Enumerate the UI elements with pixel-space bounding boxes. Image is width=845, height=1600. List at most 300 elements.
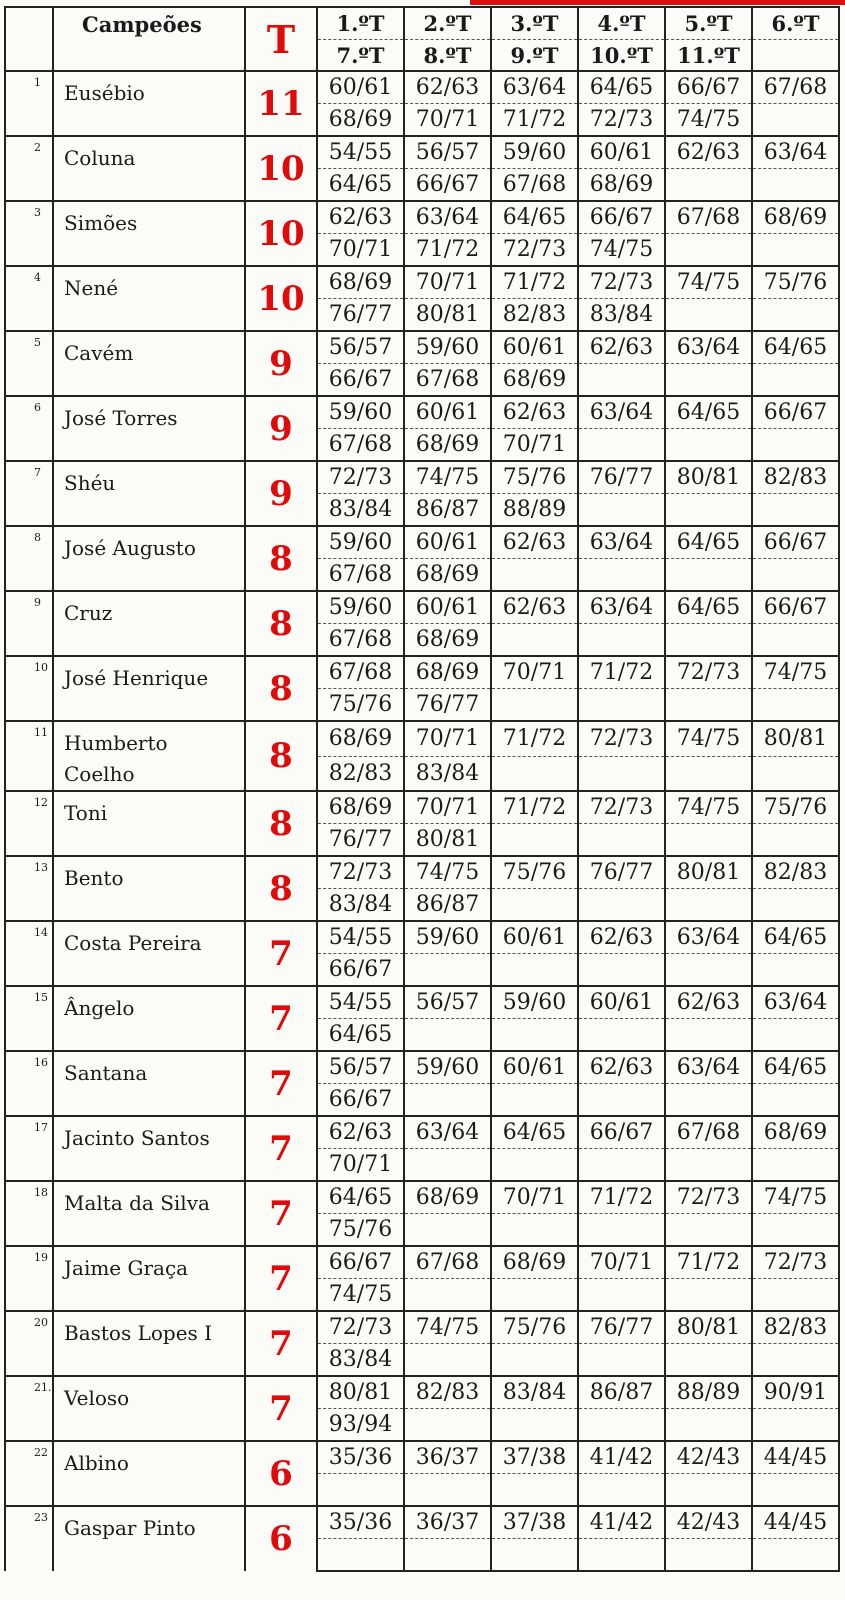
- season-cell: [491, 624, 578, 657]
- season-cell: 72/73: [665, 1181, 752, 1214]
- season-cell: 63/64: [752, 986, 839, 1019]
- red-title-remnant: [470, 0, 845, 5]
- champions-table: [4, 6, 840, 1572]
- season-cell: 59/60: [404, 331, 491, 364]
- season-cell: 70/71: [404, 721, 491, 756]
- season-cell: 63/64: [404, 201, 491, 234]
- title-count: 8: [245, 591, 317, 656]
- title-count: 7: [245, 921, 317, 986]
- season-cell: 76/77: [578, 1311, 665, 1344]
- season-cell: [578, 1149, 665, 1182]
- season-cell: 56/57: [317, 331, 404, 364]
- season-cell: 76/77: [317, 824, 404, 857]
- season-cell: 62/63: [404, 71, 491, 104]
- season-cell: [665, 1474, 752, 1507]
- season-cell: 63/64: [752, 136, 839, 169]
- season-cell: 66/67: [578, 201, 665, 234]
- season-cell: 80/81: [665, 1311, 752, 1344]
- season-cell: [578, 1019, 665, 1052]
- season-cell: [752, 299, 839, 332]
- season-cell: 70/71: [491, 656, 578, 689]
- season-cell: 67/68: [665, 1116, 752, 1149]
- season-cell: [404, 1019, 491, 1052]
- title-count: 7: [245, 1051, 317, 1116]
- season-cell: [491, 1084, 578, 1117]
- season-cell: [578, 824, 665, 857]
- player-name: Bastos Lopes I: [53, 1311, 245, 1376]
- season-cell: 64/65: [752, 331, 839, 364]
- season-cell: [578, 689, 665, 722]
- season-cell: 64/65: [752, 1051, 839, 1084]
- header-number-cell: [5, 7, 53, 71]
- season-cell: 82/83: [752, 1311, 839, 1344]
- season-cell: 60/61: [578, 136, 665, 169]
- title-count: 9: [245, 396, 317, 461]
- season-cell: 72/73: [752, 1246, 839, 1279]
- season-cell: 75/76: [491, 1311, 578, 1344]
- player-name: José Henrique: [53, 656, 245, 721]
- season-cell: 68/69: [404, 429, 491, 462]
- season-cell: 66/67: [317, 1084, 404, 1117]
- season-cell: [491, 1344, 578, 1377]
- title-count: 7: [245, 1116, 317, 1181]
- season-cell: [317, 1474, 404, 1507]
- season-cell: 82/83: [752, 461, 839, 494]
- player-name: José Augusto: [53, 526, 245, 591]
- season-cell: 80/81: [317, 1376, 404, 1409]
- rank-number: 2: [5, 136, 53, 201]
- season-cell: 62/63: [491, 526, 578, 559]
- player-name: Gaspar Pinto: [53, 1506, 245, 1571]
- season-cell: 59/60: [317, 591, 404, 624]
- season-cell: [752, 1279, 839, 1312]
- table-body: [5, 71, 839, 1571]
- season-cell: 56/57: [404, 136, 491, 169]
- season-cell: 60/61: [404, 526, 491, 559]
- season-cell: 71/72: [404, 234, 491, 267]
- season-cell: 64/65: [665, 591, 752, 624]
- season-cell: 66/67: [665, 71, 752, 104]
- player-name: Malta da Silva: [53, 1181, 245, 1246]
- table-row: [5, 1051, 839, 1084]
- season-cell: 37/38: [491, 1506, 578, 1539]
- title-count: 8: [245, 791, 317, 856]
- season-cell: 62/63: [317, 1116, 404, 1149]
- season-cell: 67/68: [404, 364, 491, 397]
- rank-number: 23: [5, 1506, 53, 1571]
- season-cell: 71/72: [491, 266, 578, 299]
- season-cell: 70/71: [404, 791, 491, 824]
- season-cell: 60/61: [317, 71, 404, 104]
- header-row-1: [5, 7, 839, 40]
- season-cell: 72/73: [578, 721, 665, 756]
- season-cell: 82/83: [752, 856, 839, 889]
- season-cell: 63/64: [578, 396, 665, 429]
- season-cell: 70/71: [317, 234, 404, 267]
- season-cell: 71/72: [665, 1246, 752, 1279]
- title-count: 9: [245, 461, 317, 526]
- season-cell: 60/61: [491, 1051, 578, 1084]
- season-cell: 67/68: [404, 1246, 491, 1279]
- season-cell: [665, 689, 752, 722]
- season-cell: [665, 1279, 752, 1312]
- season-cell: 63/64: [665, 1051, 752, 1084]
- table-row: [5, 266, 839, 299]
- title-count: 8: [245, 856, 317, 921]
- season-cell: 64/65: [491, 1116, 578, 1149]
- table-row: [5, 856, 839, 889]
- season-cell: 74/75: [752, 656, 839, 689]
- season-cell: [491, 1019, 578, 1052]
- season-cell: 75/76: [317, 1214, 404, 1247]
- title-count: 7: [245, 1376, 317, 1441]
- season-cell: 68/69: [491, 1246, 578, 1279]
- header-season: 5.ºT: [665, 7, 752, 40]
- table-row: [5, 721, 839, 756]
- player-name: Nené: [53, 266, 245, 331]
- season-cell: 74/75: [665, 104, 752, 137]
- season-cell: 80/81: [752, 721, 839, 756]
- season-cell: 76/77: [404, 689, 491, 722]
- season-cell: 59/60: [317, 526, 404, 559]
- season-cell: 63/64: [491, 71, 578, 104]
- season-cell: 68/69: [317, 721, 404, 756]
- season-cell: [578, 1084, 665, 1117]
- table-row: [5, 461, 839, 494]
- season-cell: [491, 954, 578, 987]
- rank-number: 19: [5, 1246, 53, 1311]
- season-cell: [491, 689, 578, 722]
- season-cell: 66/67: [317, 954, 404, 987]
- season-cell: [578, 559, 665, 592]
- player-name: Cavém: [53, 331, 245, 396]
- season-cell: 41/42: [578, 1441, 665, 1474]
- season-cell: 60/61: [404, 591, 491, 624]
- season-cell: [752, 1474, 839, 1507]
- title-count: 8: [245, 526, 317, 591]
- season-cell: [491, 889, 578, 922]
- season-cell: 60/61: [578, 986, 665, 1019]
- season-cell: 59/60: [404, 1051, 491, 1084]
- player-name: Toni: [53, 791, 245, 856]
- season-cell: 88/89: [665, 1376, 752, 1409]
- season-cell: 74/75: [404, 461, 491, 494]
- season-cell: 86/87: [404, 889, 491, 922]
- season-cell: [665, 429, 752, 462]
- season-cell: [665, 1214, 752, 1247]
- season-cell: 93/94: [317, 1409, 404, 1442]
- season-cell: 66/67: [752, 396, 839, 429]
- season-cell: 60/61: [491, 331, 578, 364]
- rank-number: 14: [5, 921, 53, 986]
- season-cell: 64/65: [665, 526, 752, 559]
- season-cell: [752, 364, 839, 397]
- season-cell: 62/63: [491, 591, 578, 624]
- season-cell: [665, 954, 752, 987]
- season-cell: [491, 1539, 578, 1572]
- table-row: [5, 1311, 839, 1344]
- season-cell: 66/67: [752, 526, 839, 559]
- table-row: [5, 1246, 839, 1279]
- title-count: 7: [245, 1246, 317, 1311]
- season-cell: 54/55: [317, 136, 404, 169]
- season-cell: 72/73: [317, 1311, 404, 1344]
- header-season: 4.ºT: [578, 7, 665, 40]
- season-cell: [491, 1149, 578, 1182]
- season-cell: 59/60: [404, 921, 491, 954]
- season-cell: 63/64: [578, 591, 665, 624]
- season-cell: 68/69: [404, 559, 491, 592]
- player-name: Jaime Graça: [53, 1246, 245, 1311]
- season-cell: 90/91: [752, 1376, 839, 1409]
- season-cell: 67/68: [317, 429, 404, 462]
- season-cell: 75/76: [752, 266, 839, 299]
- season-cell: 67/68: [317, 656, 404, 689]
- table-row: [5, 921, 839, 954]
- season-cell: 60/61: [491, 921, 578, 954]
- season-cell: [491, 559, 578, 592]
- title-count: 7: [245, 986, 317, 1051]
- season-cell: [491, 1474, 578, 1507]
- season-cell: 67/68: [491, 169, 578, 202]
- season-cell: 66/67: [752, 591, 839, 624]
- header-season: 6.ºT: [752, 7, 839, 40]
- season-cell: 68/69: [317, 104, 404, 137]
- season-cell: [752, 689, 839, 722]
- season-cell: 76/77: [578, 856, 665, 889]
- title-count: 10: [245, 266, 317, 331]
- season-cell: 64/65: [491, 201, 578, 234]
- season-cell: 86/87: [578, 1376, 665, 1409]
- title-count: 10: [245, 201, 317, 266]
- title-count: 6: [245, 1441, 317, 1506]
- season-cell: [752, 1539, 839, 1572]
- season-cell: 41/42: [578, 1506, 665, 1539]
- player-name: Simões: [53, 201, 245, 266]
- season-cell: [404, 954, 491, 987]
- rank-number: 16: [5, 1051, 53, 1116]
- title-count: 11: [245, 71, 317, 136]
- season-cell: 62/63: [578, 1051, 665, 1084]
- season-cell: [665, 889, 752, 922]
- season-cell: 67/68: [752, 71, 839, 104]
- season-cell: 80/81: [665, 856, 752, 889]
- season-cell: [491, 824, 578, 857]
- rank-number: 5: [5, 331, 53, 396]
- season-cell: 83/84: [578, 299, 665, 332]
- season-cell: 72/73: [578, 791, 665, 824]
- season-cell: 37/38: [491, 1441, 578, 1474]
- season-cell: 63/64: [578, 526, 665, 559]
- header-t: T: [245, 7, 317, 71]
- season-cell: 64/65: [317, 169, 404, 202]
- season-cell: [752, 1409, 839, 1442]
- player-name: Humberto Coelho: [53, 721, 245, 791]
- table-row: [5, 1441, 839, 1474]
- rank-number: 18: [5, 1181, 53, 1246]
- season-cell: 64/65: [665, 396, 752, 429]
- season-cell: [665, 824, 752, 857]
- rank-number: 10: [5, 656, 53, 721]
- season-cell: [752, 1149, 839, 1182]
- season-cell: [491, 1409, 578, 1442]
- table-row: [5, 986, 839, 1019]
- rank-number: 17: [5, 1116, 53, 1181]
- season-cell: 68/69: [752, 201, 839, 234]
- season-cell: 63/64: [665, 921, 752, 954]
- season-cell: 71/72: [491, 791, 578, 824]
- table-row: [5, 1181, 839, 1214]
- season-cell: 67/68: [665, 201, 752, 234]
- season-cell: 75/76: [317, 689, 404, 722]
- season-cell: 62/63: [665, 136, 752, 169]
- season-cell: 64/65: [578, 71, 665, 104]
- season-cell: [665, 1084, 752, 1117]
- season-cell: 75/76: [752, 791, 839, 824]
- season-cell: [665, 559, 752, 592]
- player-name: Albino: [53, 1441, 245, 1506]
- player-name: Jacinto Santos: [53, 1116, 245, 1181]
- season-cell: [665, 1149, 752, 1182]
- season-cell: 72/73: [491, 234, 578, 267]
- table-row: [5, 591, 839, 624]
- season-cell: [752, 824, 839, 857]
- season-cell: 72/73: [578, 104, 665, 137]
- season-cell: 54/55: [317, 921, 404, 954]
- season-cell: [491, 756, 578, 791]
- title-count: 9: [245, 331, 317, 396]
- season-cell: 74/75: [665, 266, 752, 299]
- season-cell: 83/84: [317, 889, 404, 922]
- season-cell: 71/72: [578, 656, 665, 689]
- season-cell: 76/77: [317, 299, 404, 332]
- season-cell: 71/72: [491, 721, 578, 756]
- season-cell: [665, 364, 752, 397]
- header-season: 7.ºT: [317, 40, 404, 72]
- season-cell: [578, 1344, 665, 1377]
- table-row: [5, 1116, 839, 1149]
- season-cell: 83/84: [317, 494, 404, 527]
- season-cell: 63/64: [404, 1116, 491, 1149]
- season-cell: 42/43: [665, 1441, 752, 1474]
- season-cell: [578, 494, 665, 527]
- season-cell: 72/73: [665, 656, 752, 689]
- table-row: [5, 396, 839, 429]
- season-cell: [578, 429, 665, 462]
- season-cell: 83/84: [317, 1344, 404, 1377]
- season-cell: 44/45: [752, 1506, 839, 1539]
- header-season: 10.ºT: [578, 40, 665, 72]
- season-cell: [752, 1214, 839, 1247]
- season-cell: 70/71: [317, 1149, 404, 1182]
- rank-number: 8: [5, 526, 53, 591]
- season-cell: 74/75: [404, 856, 491, 889]
- season-cell: [752, 756, 839, 791]
- season-cell: [404, 1474, 491, 1507]
- rank-number: 7: [5, 461, 53, 526]
- rank-number: 15: [5, 986, 53, 1051]
- player-name: José Torres: [53, 396, 245, 461]
- rank-number: 3: [5, 201, 53, 266]
- season-cell: 75/76: [491, 461, 578, 494]
- season-cell: 82/83: [491, 299, 578, 332]
- season-cell: 64/65: [317, 1181, 404, 1214]
- season-cell: 70/71: [491, 1181, 578, 1214]
- season-cell: [665, 494, 752, 527]
- season-cell: 62/63: [665, 986, 752, 1019]
- title-count: 10: [245, 136, 317, 201]
- season-cell: [578, 756, 665, 791]
- header-champions: Campeões: [53, 7, 245, 71]
- season-cell: 68/69: [404, 1181, 491, 1214]
- rank-number: 20: [5, 1311, 53, 1376]
- season-cell: [404, 1279, 491, 1312]
- season-cell: 82/83: [317, 756, 404, 791]
- season-cell: 74/75: [317, 1279, 404, 1312]
- table-row: [5, 71, 839, 104]
- season-cell: 66/67: [404, 169, 491, 202]
- player-name: Cruz: [53, 591, 245, 656]
- season-cell: 86/87: [404, 494, 491, 527]
- season-cell: [578, 954, 665, 987]
- rank-number: 21.: [5, 1376, 53, 1441]
- season-cell: 35/36: [317, 1441, 404, 1474]
- player-name: Veloso: [53, 1376, 245, 1441]
- season-cell: [752, 1019, 839, 1052]
- season-cell: [752, 1344, 839, 1377]
- player-name: Costa Pereira: [53, 921, 245, 986]
- season-cell: 74/75: [665, 721, 752, 756]
- season-cell: 71/72: [491, 104, 578, 137]
- season-cell: 60/61: [404, 396, 491, 429]
- season-cell: 42/43: [665, 1506, 752, 1539]
- season-cell: 68/69: [317, 791, 404, 824]
- season-cell: [404, 1214, 491, 1247]
- season-cell: [752, 559, 839, 592]
- season-cell: 72/73: [317, 461, 404, 494]
- table-row: [5, 201, 839, 234]
- table-row: [5, 1506, 839, 1539]
- season-cell: 44/45: [752, 1441, 839, 1474]
- season-cell: [578, 1409, 665, 1442]
- season-cell: 68/69: [752, 1116, 839, 1149]
- table-row: [5, 136, 839, 169]
- season-cell: [752, 234, 839, 267]
- season-cell: 59/60: [317, 396, 404, 429]
- season-cell: [752, 429, 839, 462]
- season-cell: [665, 1539, 752, 1572]
- season-cell: 70/71: [404, 104, 491, 137]
- season-cell: [752, 104, 839, 137]
- season-cell: 62/63: [578, 921, 665, 954]
- season-cell: 68/69: [404, 656, 491, 689]
- player-name: Ângelo: [53, 986, 245, 1051]
- rank-number: 6: [5, 396, 53, 461]
- season-cell: [665, 234, 752, 267]
- header-season: 11.ºT: [665, 40, 752, 72]
- title-count: 6: [245, 1506, 317, 1571]
- season-cell: 59/60: [491, 136, 578, 169]
- season-cell: 62/63: [491, 396, 578, 429]
- season-cell: 64/65: [317, 1019, 404, 1052]
- season-cell: 66/67: [317, 364, 404, 397]
- season-cell: 36/37: [404, 1441, 491, 1474]
- season-cell: 72/73: [317, 856, 404, 889]
- season-cell: [665, 1409, 752, 1442]
- season-cell: 62/63: [578, 331, 665, 364]
- season-cell: 74/75: [752, 1181, 839, 1214]
- season-cell: 83/84: [404, 756, 491, 791]
